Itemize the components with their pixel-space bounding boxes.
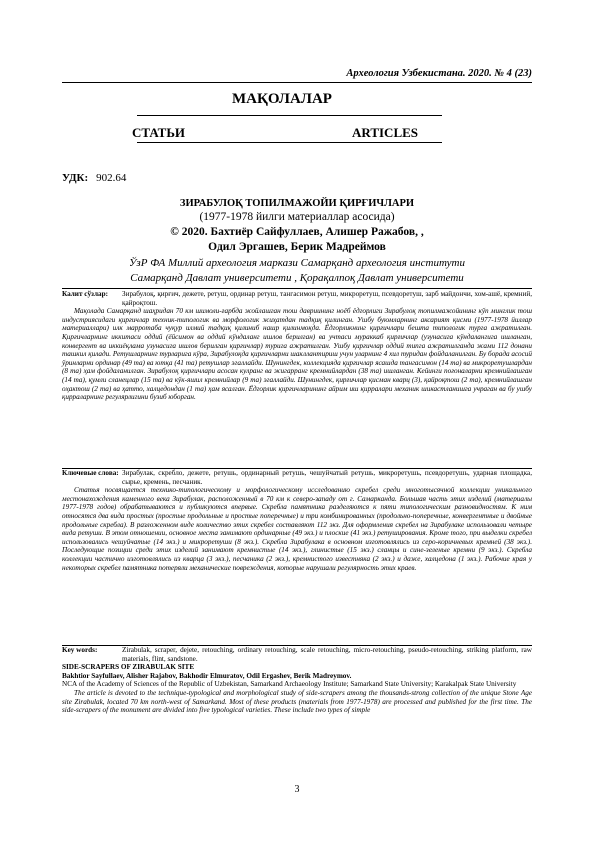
page-number: 3 — [294, 784, 300, 795]
affiliation-en: NCA of the Academy of Sciences of the Republic of Uzbekistan, Samarkand Archaeology Institute; Samarkand State University; Karakalpak State University — [62, 680, 517, 689]
uz-abstract-block — [62, 290, 532, 402]
journal-header: Археология Узбекистана. 2020. № 4 (23) — [346, 68, 532, 79]
section-heading-ru: СТАТЬИ — [132, 125, 186, 140]
keywords-text-ru: Зирабулак, скребло, дежете, ретушь, ординарный ретушь, чешуйчатый ретушь, микроретушь, псевдоретушь, ударная площадка, сырье, кремень, песчаник. — [122, 469, 532, 486]
abstract-ru: Статья посвящается технико-типологическому и морфологическому исследованию скребел среди многотысячной коллекции уникального местонахождения каменного века Зирабулак, расположенный в 70 км к северо-западу от г. Самарканда. Большая часть этих изделий (материалы 1977-1978 годов) обрабатываются и публикуются впервые. Скребла памятника разделяются к пяти типологическим разновидностям. К ним относятся два вида простых (простые продольные и простые поперечные) и три комбинированных (продольно-поперечные, конвергентные и двойные продольные скребла). В разложенном виде количество этих скребел составляют 112 экз. Для оформления скребел на Зирабулаке использовали четыре вида ретуши. В этом отношении, основное места занимают ординарные (49 экз.) и плоские (41 экз.) ретуширования. Кроме того, при выделки скребел использовались чешуйчатые (14 экз.) и микроретуши (8 экз.). Скребла Зирабулака в основном изготовлялись из серо-коричневых кремней (38 экз.). Последующие позиции среди этих изделий занимают кремнистые (14 экз.), глинистые (15 экз.) сланцы и сине-зеленые кремни (9 экз.). Скребла коллекции частично изготовлялись из кварца (3 экз.), песчаника (2 экз.), кремнистого известняка (2 экз.) и даже, халцедона (1 экз.). Рабочие края у некоторых скребел памятника потеряли механические повреждения, которые нарушали регулярность этих краев. — [62, 486, 532, 572]
abstract-uz: Мақолада Самарқанд шаҳридан 70 км шимоли-ғарбда жойлашган тош давриининг ноёб ёдгорлиги Зирабулоқ топилмажойининг кўп минглик тош индустриясидаги қирғичлар техник-типологик ва морфологик жиҳатдан тадқиқ қилинган. Ушбу буюмларнинг аксарият қисми (1977-1978 йиллар материаллари) илк марротаба чуқур илмий тадқиқ қилиниб нашр қилинмоқда. Ёдгорликнинг қирғичлари бешта типологик турга ажратилган. Қирғичларнинг иккитаси оддий (ёйсимон ва оддий кўндаланг ишлов берилган) ва учтаси мураккаб қирғичлар (узунасига кўндалангига ишланган, конвергент ва иккиёқлама узунасига ишлов берилган қирғичлар) турига ажратилган. Ушбу қирғичлар оддий типга ажратилганда жами 112 донани ташкил қилади. Ретушларнинг турларига кўра, Зирабулоқда қирғичларни шакллантириш учун уларнинг 4 хил туридан фойдаланилган. Бу борада асосий ўринларни ординар (49 та) ва ютқа (41 та) ретушлар эгаллайди. Шунингдек, коллекцияда қирғичлар ясашда тангасимон (14 та) ва микроретушлардан (8 та) ҳам фойдаланилган. Зирабулоқ қирғичлари асосан кулранг ва жигарранг кремнийлардан (38 та) ишланган. Кейинги поғоналарни кремнийлашган (14 та), қумли сланецлар (15 та) ва кўк-яшил кремнийлар (9 та) эгаллайди. Шунингдек, қирғичлар қисман кварц (3), қайроқтош (2 та), кремнийлашган оҳактош (2 та) ва ҳатто, халцедондан (1 та) ҳам ясалган. Ёдгорлик қирғичларининг айрим иш қирралари механик шикастланишга учраган ва бу ушбу қирраларнинг регулярлигини бузиб юборган. — [62, 307, 532, 402]
keywords-text-en: Zirabulak, scraper, dejete, retouching, ordinary retouching, scale retouching, micro-retouching, pseudo-retouching, striking platform, raw materials, flint, sandstone. — [122, 646, 532, 663]
abstract-top-rule — [62, 288, 532, 289]
keywords-uz — [62, 290, 532, 307]
keywords-text-uz: Зирабулоқ, қирғич, дежете, ретуш, ординар ретуш, тангасимон ретуш, микроретуш, псевдоретуш, зарб майдончи, хом-ашё, кремний, қайроқтош. — [122, 290, 532, 307]
keywords-label-uz: Калит сўзлар: — [62, 290, 108, 298]
abstract-en: The article is devoted to the technique-typological and morphological study of side-scrapers among the thousands-strong collection of the unique Stone Age site Zirabulak, located 70 km north-west of Samarkand. Most of these products (materials from 1977-1978) are processed and published for the first time. The side-scrapers of the monument are divided into five typological varieties. These include two types of simple — [62, 688, 532, 715]
authors-line-1: © 2020. Бахтиёр Сайфуллаев, Алишер Ражабов, , — [170, 226, 424, 238]
udk-line — [62, 172, 126, 184]
article-subtitle-uz: (1977-1978 йилги материаллар асосида) — [199, 211, 395, 223]
section-heading-en: ARTICLES — [352, 125, 419, 140]
ru-abstract-block — [62, 469, 532, 572]
keywords-label-ru: Ключевые слова: — [62, 469, 119, 477]
keywords-label-en: Key words: — [62, 646, 98, 654]
article-page — [62, 0, 532, 842]
keywords-ru — [62, 469, 532, 486]
udk-value: 902.64 — [96, 172, 127, 184]
authors-en: Bakhtior Sayfullaev, Alisher Rajabov, Bakhodir Elmuratov, Odil Ergashev, Berik Madreymov. — [62, 671, 352, 680]
header-rule — [62, 82, 532, 83]
article-title-uz: ЗИРАБУЛОҚ ТОПИЛМАЖОЙИ ҚИРҒИЧЛАРИ — [179, 198, 415, 209]
udk-label: УДК: — [62, 172, 89, 184]
article-title-en: SIDE-SCRAPERS OF ZIRABULAK SITE — [62, 663, 195, 672]
affiliation-line-2: Самарқанд Давлат университети , Қорақалпоқ Давлат университети — [130, 272, 464, 284]
section-rule — [137, 115, 442, 116]
keywords-en — [62, 646, 532, 663]
authors-line-2: Одил Эргашев, Берик Мадреймов — [208, 241, 386, 253]
section-heading-uz: МАҚОЛАЛАР — [232, 91, 332, 107]
en-abstract-block — [62, 646, 532, 715]
affiliation-line-1: ЎзР ФА Миллий археология маркази Самарқанд археология институти — [129, 257, 465, 269]
section-rule-bottom — [137, 142, 442, 143]
